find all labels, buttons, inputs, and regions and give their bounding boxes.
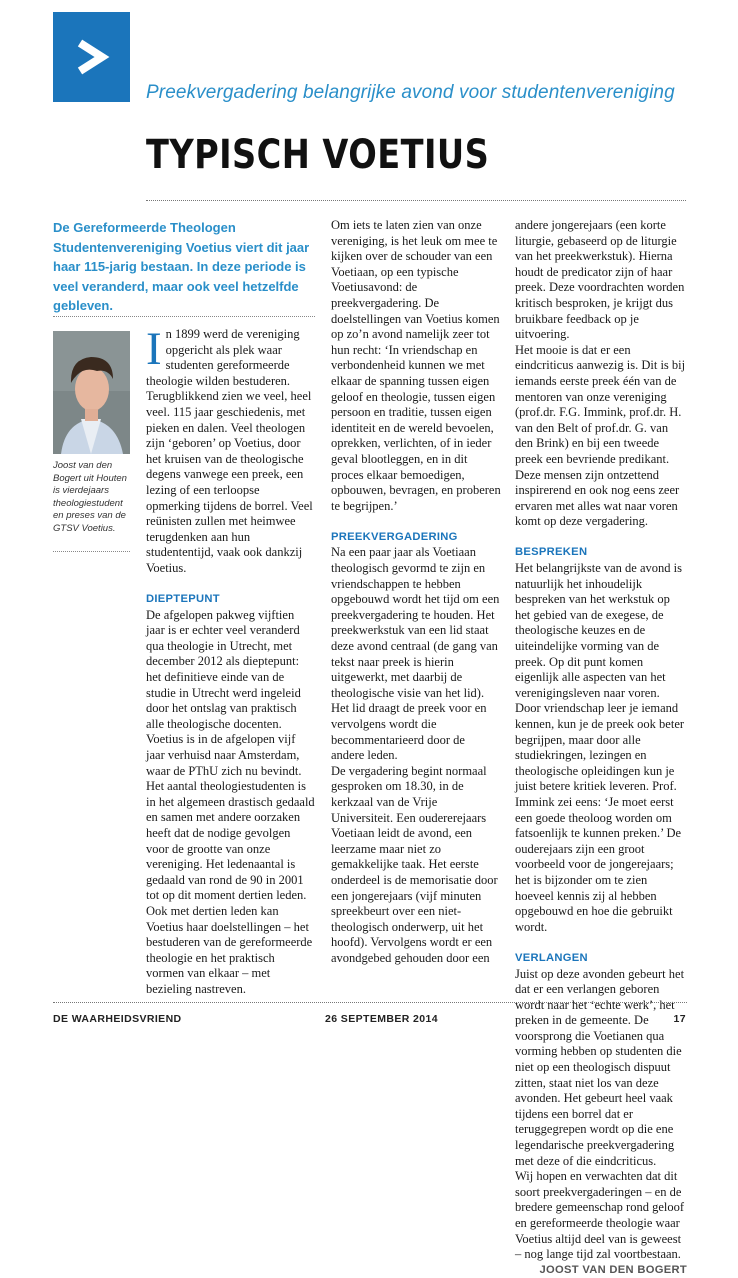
column-3 bbox=[515, 218, 687, 1278]
paragraph: Het mooie is dat er een eindcriticus aanwezig is. Dit is bij iemands eerste preek één van de mentoren van onze vereniging (prof.dr. F.G. Immink, prof.dr. H. van den Belt of prof.dr. G. van den Brink) en bij een tweede preek een bevriende predikant. Deze mensen zijn ontzettend inspirerend en ook nog eens zeer ervaren met alles wat naar voren komt op deze vergadering. bbox=[515, 342, 686, 529]
subheading-dieptepunt: DIEPTEPUNT bbox=[146, 593, 220, 606]
column-2 bbox=[331, 218, 501, 967]
drop-cap: I bbox=[146, 323, 162, 375]
publication-name: DE WAARHEIDSVRIEND bbox=[53, 1013, 182, 1025]
paragraph: De afgelopen pakweg vijftien jaar is er echter veel veranderd qua theologie in Utrecht, met december 2012 als dieptepunt: het definitieve einde van de studie in Utrecht werd ingeleid door het ontslag van praktisch alle theologische docenten. Voetius is in de afgelopen vijf jaar verhuisd naar Amsterdam, waar de PThU zich nu bevindt. Het aantal theologiestudenten is in het algemeen drastisch gedaald en samen met andere oorzaken heeft dat de nodige gevolgen voor de grootte van onze vereniging. Het ledenaantal is gedaald van rond de 90 in 2001 tot op dit moment dertien leden. Ook met dertien leden kan Voetius haar doelstellingen – het bestuderen van de gereformeerde theologie en het praktisch vormen van elkaar – met bezieling nastreven. bbox=[146, 607, 315, 996]
paragraph-text: n 1899 werd de vereniging opgericht als plek waar studenten gereformeerde theologie wilden bestuderen. Terugblikkend zien we veel, heel veel. 115 jaar geschiedenis, met pieken en dalen. Veel theologen zijn ‘geboren’ op Voetius, door het kruisen van de theologische degens vanwege een preek, een lezing of een terloopse opmerking tijdens de borrel. Veel reünisten zullen met heimwee terugdenken aan hun studententijd, vaak ook dankzij Voetius. bbox=[146, 327, 313, 575]
author-photo bbox=[53, 331, 130, 454]
paragraph bbox=[146, 323, 316, 577]
portrait-image bbox=[53, 331, 130, 454]
paragraph: De vergadering begint normaal gesproken om 18.30, in de kerkzaal van de Vrije Universiteit. Een oudererejaars Voetiaan leidt de avond, een leerzame maar niet zo gemakkelijke taak. Het eerste onderdeel is de memorisatie door een jongerejaars (vijf minuten spreekbeurt over een niet-theologisch onderwerp, uit het hoofd). Vervolgens wordt er een avondgebed gehouden door een bbox=[331, 763, 498, 965]
paragraph: Juist op deze avonden gebeurt het dat er een verlangen geboren wordt naar het ‘echte werk’, het preken in de gemeente. De voorsprong die Voetianen qua vorming hebben op studenten die niet op een theologisch dispuut zitten, staat niet los van deze avonden. Het gebeurt heel vaak tijdens een borrel dat er teruggegrepen wordt op die ene legendarische preekvergadering met deze of die eindcriticus. bbox=[515, 966, 685, 1168]
paragraph: Wij hopen en verwachten dat dit soort preekvergaderingen – en de bredere gemeenschap rond geloof en gereformeerde theologie waar Voetius altijd deel van is geweest – nog lange tijd zal voortbestaan. bbox=[515, 1169, 685, 1262]
issue-date: 26 SEPTEMBER 2014 bbox=[325, 1013, 439, 1025]
paragraph: Het belangrijkste van de avond is natuurlijk het inhoudelijk bespreken van het werkstuk op het gebied van de exegese, de theologische keuzes en de uiteindelijke vorming van de preek. Op dit punt komen eigenlijk alle aspecten van het verenigingsleven naar voren. Door vriendschap leer je iemand kennen, kun je de preek ook beter begrijpen, maar door alle studiekringen, lezingen en theologische opleidingen kun je juist betere kritiek leveren. Prof. Immink zei eens: ‘Je moet eerst een goede theoloog worden om fatsoenlijk te kunnen preken.’ De ouderejaars zijn een groot voorbeeld voor de jongerejaars; het is bijzonder om te zien hoeveel kennis zij al hebben opgebouwd en hoe die gebruikt wordt. bbox=[515, 561, 685, 934]
paragraph-continued: andere jongerejaars (een korte liturgie, gebaseerd op de liturgie van het preekwerkstuk). Hierna houdt de predicator zijn of haar preek. Deze voordrachten worden kritisch besproken, je krijgt dus bruikbare feedback op je uitvoering. bbox=[515, 218, 685, 342]
divider bbox=[53, 1002, 687, 1003]
article-title: TYPISCH VOETIUS bbox=[146, 132, 490, 178]
paragraph: Na een paar jaar als Voetiaan theologisch gevormd te zijn en vriendschappen te hebben opgebouwd wordt het tijd om een preekvergadering te houden. Het preekwerkstuk van een lid staat deze avond centraal (de gang van tekst naar preek is hierin uitgewerkt, met daarbij de theologische visie van het lid). Het lid draagt de preek voor en vervolgens wordt die becommentarieerd door de andere leden. bbox=[331, 545, 500, 763]
divider bbox=[146, 200, 686, 201]
subheading-bespreken: BESPREKEN bbox=[515, 546, 588, 559]
section-logo bbox=[53, 12, 130, 102]
chevron-right-icon bbox=[72, 37, 112, 77]
divider bbox=[53, 316, 315, 317]
subheading-verlangen: VERLANGEN bbox=[515, 951, 588, 964]
subheading-preekvergadering: PREEKVERGADERING bbox=[331, 530, 458, 543]
page-number: 17 bbox=[673, 1013, 686, 1025]
column-1 bbox=[146, 323, 316, 1013]
author-byline: JOOST VAN DEN BOGERT bbox=[539, 1263, 687, 1276]
article-intro: De Gereformeerde Theologen Studentenvereniging Voetius viert dit jaar haar 115-jarig bestaan. In deze periode is veel veranderd, maar ook veel hetzelfde gebleven. bbox=[53, 220, 310, 314]
article-kicker: Preekvergadering belangrijke avond voor studentenvereniging bbox=[146, 82, 675, 103]
paragraph-continued: Om iets te laten zien van onze vereniging, is het leuk om mee te kijken over de schouder van een Voetiaan, op een typische Voetiusavond: de preekvergadering. De doelstellingen van Voetius komen op zo’n avond namelijk zeer tot hun recht: ‘In vriendschap en verbondenheid kunnen we met elkaar de spanning tussen eigen geloof en theologie, tussen eigen persoon en traditie, tussen eigen identiteit en de wereld bevoelen, oprekken, verlichten, of in ieder geval blootleggen, en in dit proces elkaar bemoedigen, opbouwen, bevragen, en proberen te begrijpen.’ bbox=[331, 218, 501, 513]
photo-caption: Joost van den Bogert uit Houten is vierdejaars theologiestudent en preses van de GTSV Voetius. bbox=[53, 460, 127, 534]
divider bbox=[53, 551, 130, 552]
